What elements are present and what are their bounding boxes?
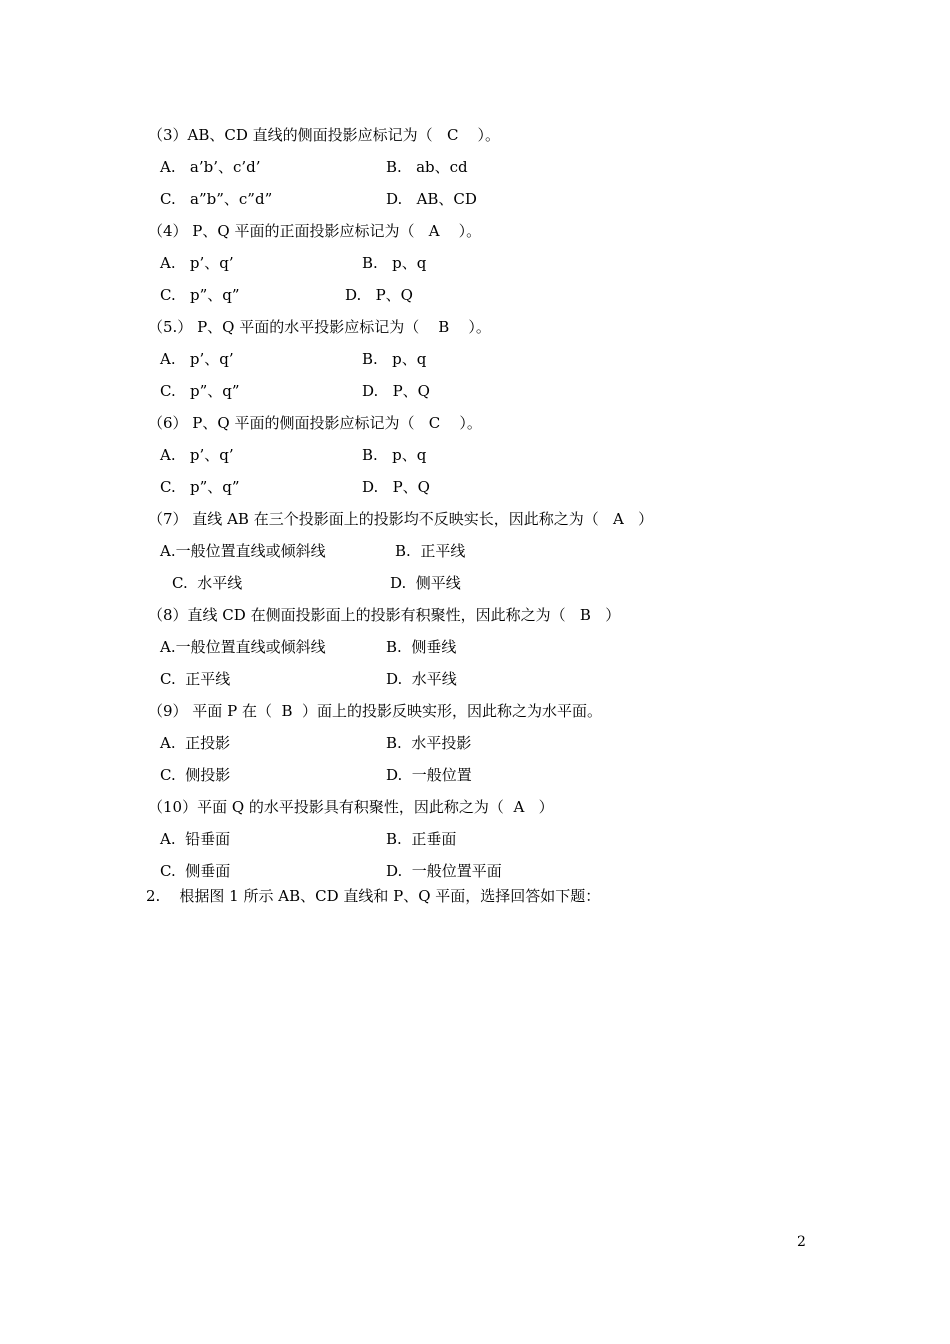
question-7-option-c: C. 水平线 bbox=[172, 574, 243, 592]
question-3-stem: （3）AB、CD 直线的侧面投影应标记为（ C ）。 bbox=[148, 126, 501, 144]
question-9-option-d: D. 一般位置 bbox=[386, 766, 472, 784]
question-3-option-c: C. a”b”、c”d” bbox=[160, 190, 273, 208]
question-4-stem: （4） P、Q 平面的正面投影应标记为（ A ）。 bbox=[148, 222, 482, 240]
question-7-option-d: D. 侧平线 bbox=[390, 574, 461, 592]
question-4-option-a: A. p’、q’ bbox=[160, 254, 234, 272]
question-6-option-a: A. p’、q’ bbox=[160, 446, 234, 464]
question-10-option-a: A. 铅垂面 bbox=[160, 830, 231, 848]
question-7-stem: （7） 直线 AB 在三个投影面上的投影均不反映实长，因此称之为（ A ） bbox=[148, 510, 654, 528]
question-3-option-a: A. a’b’、c’d’ bbox=[160, 158, 261, 176]
question-5-option-c: C. p”、q” bbox=[160, 382, 240, 400]
question-9-stem: （9） 平面 P 在（ B ）面上的投影反映实形，因此称之为水平面。 bbox=[148, 702, 603, 720]
question-9-option-b: B. 水平投影 bbox=[386, 734, 472, 752]
question-4-option-b: B. p、q bbox=[362, 254, 427, 272]
question-4-option-c: C. p”、q” bbox=[160, 286, 240, 304]
question-8-option-c: C. 正平线 bbox=[160, 670, 231, 688]
question-8-option-b: B. 侧垂线 bbox=[386, 638, 457, 656]
question-10-stem: （10）平面 Q 的水平投影具有积聚性，因此称之为（ A ） bbox=[148, 798, 554, 816]
question-6-stem: （6） P、Q 平面的侧面投影应标记为（ C ）。 bbox=[148, 414, 482, 432]
question-8-stem: （8）直线 CD 在侧面投影面上的投影有积聚性，因此称之为（ B ） bbox=[148, 606, 621, 624]
question-3-option-d: D. AB、CD bbox=[386, 190, 477, 208]
section-2-prompt: 2. 根据图 1 所示 AB、CD 直线和 P、Q 平面，选择回答如下题： bbox=[146, 887, 601, 905]
question-3-option-b: B. ab、cd bbox=[386, 158, 468, 176]
question-5-stem: （5.） P、Q 平面的水平投影应标记为（ B ）。 bbox=[148, 318, 491, 336]
question-6-option-c: C. p”、q” bbox=[160, 478, 240, 496]
question-8-option-a: A.一般位置直线或倾斜线 bbox=[160, 638, 326, 656]
question-5-option-d: D. P、Q bbox=[362, 382, 430, 400]
question-5-option-b: B. p、q bbox=[362, 350, 427, 368]
question-10-option-b: B. 正垂面 bbox=[386, 830, 457, 848]
question-10-option-c: C. 侧垂面 bbox=[160, 862, 231, 880]
question-9-option-a: A. 正投影 bbox=[160, 734, 231, 752]
question-6-option-d: D. P、Q bbox=[362, 478, 430, 496]
page-number: 2 bbox=[797, 1234, 806, 1250]
question-10-option-d: D. 一般位置平面 bbox=[386, 862, 502, 880]
question-6-option-b: B. p、q bbox=[362, 446, 427, 464]
question-9-option-c: C. 侧投影 bbox=[160, 766, 231, 784]
question-7-option-b: B. 正平线 bbox=[395, 542, 466, 560]
question-7-option-a: A.一般位置直线或倾斜线 bbox=[160, 542, 326, 560]
question-5-option-a: A. p’、q’ bbox=[160, 350, 234, 368]
question-8-option-d: D. 水平线 bbox=[386, 670, 457, 688]
question-4-option-d: D. P、Q bbox=[345, 286, 413, 304]
